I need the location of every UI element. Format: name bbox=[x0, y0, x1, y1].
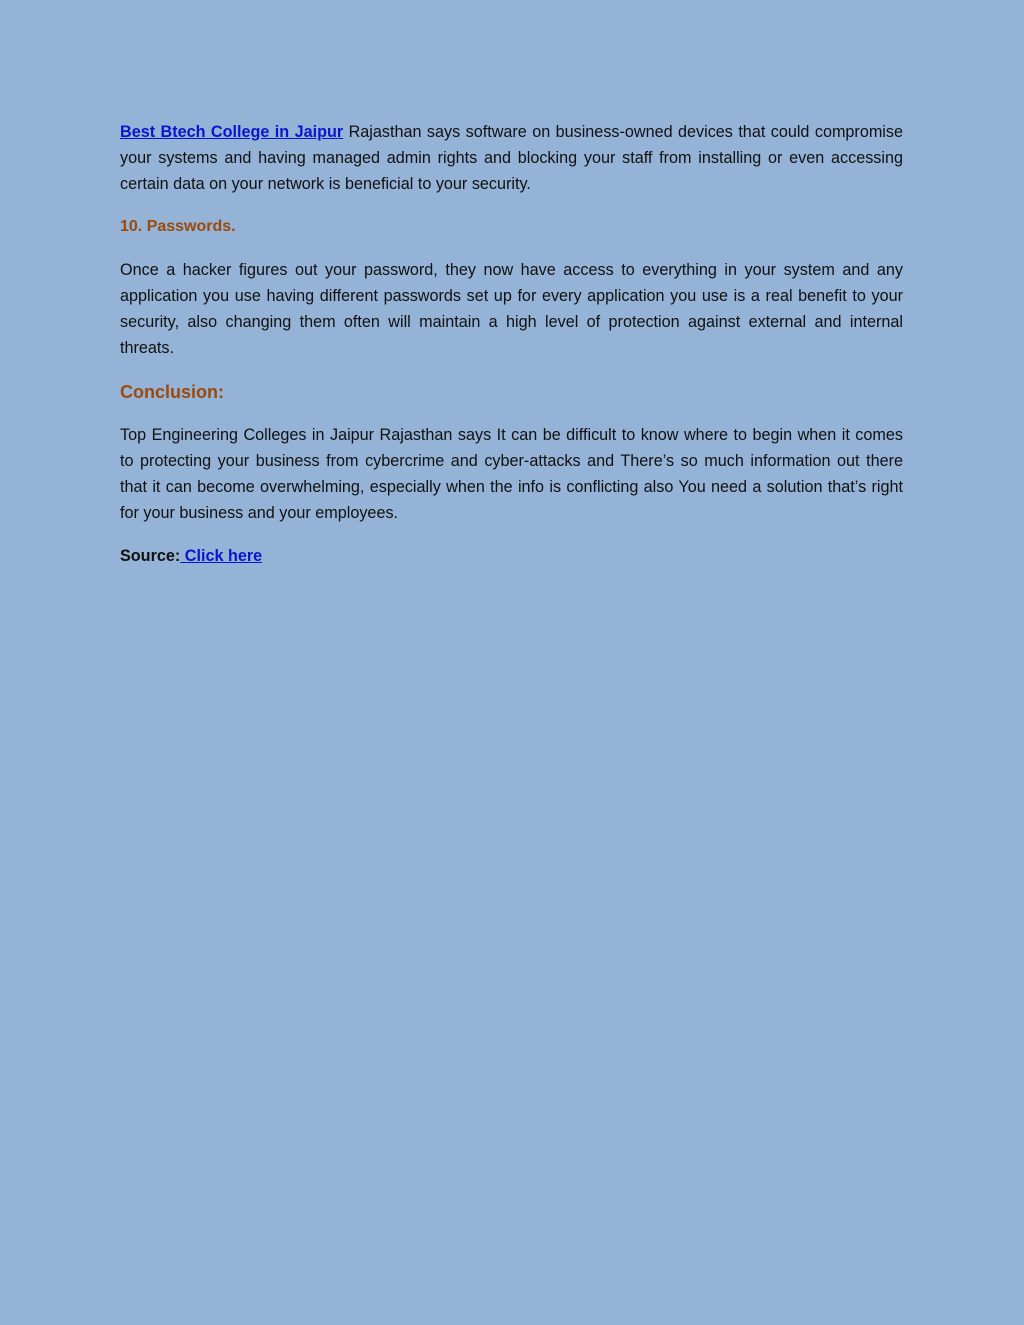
passwords-paragraph: Once a hacker figures out your password, they now have access to everything in your system and any application you use having different passwords set up for every application you use is a real benefit to your security, also changing them often will maintain a high level of protection against external and internal threats. bbox=[120, 261, 903, 357]
intro-paragraph bbox=[120, 119, 903, 197]
best-btech-college-link[interactable]: Best Btech College in Jaipur bbox=[120, 123, 344, 141]
document-body bbox=[120, 119, 903, 569]
conclusion-heading: Conclusion: bbox=[120, 382, 224, 402]
source-label: Source: bbox=[120, 547, 181, 565]
conclusion-paragraph: Top Engineering Colleges in Jaipur Rajasthan says It can be difficult to know where to begin when it comes to protecting your business from cybercrime and cyber-attacks and There’s so much information out there that it can become overwhelming, especially when the info is conflicting also You need a solution that’s right for your business and your employees. bbox=[120, 426, 903, 522]
click-here-link[interactable]: Click here bbox=[180, 547, 263, 565]
passwords-heading: 10. Passwords. bbox=[120, 218, 236, 235]
source-line bbox=[120, 543, 903, 569]
intro-text: Rajasthan says software on business-owned devices that could compromise your systems and having managed admin rights and blocking your staff from installing or even accessing certain data on your network is beneficial to your security. bbox=[120, 123, 903, 193]
